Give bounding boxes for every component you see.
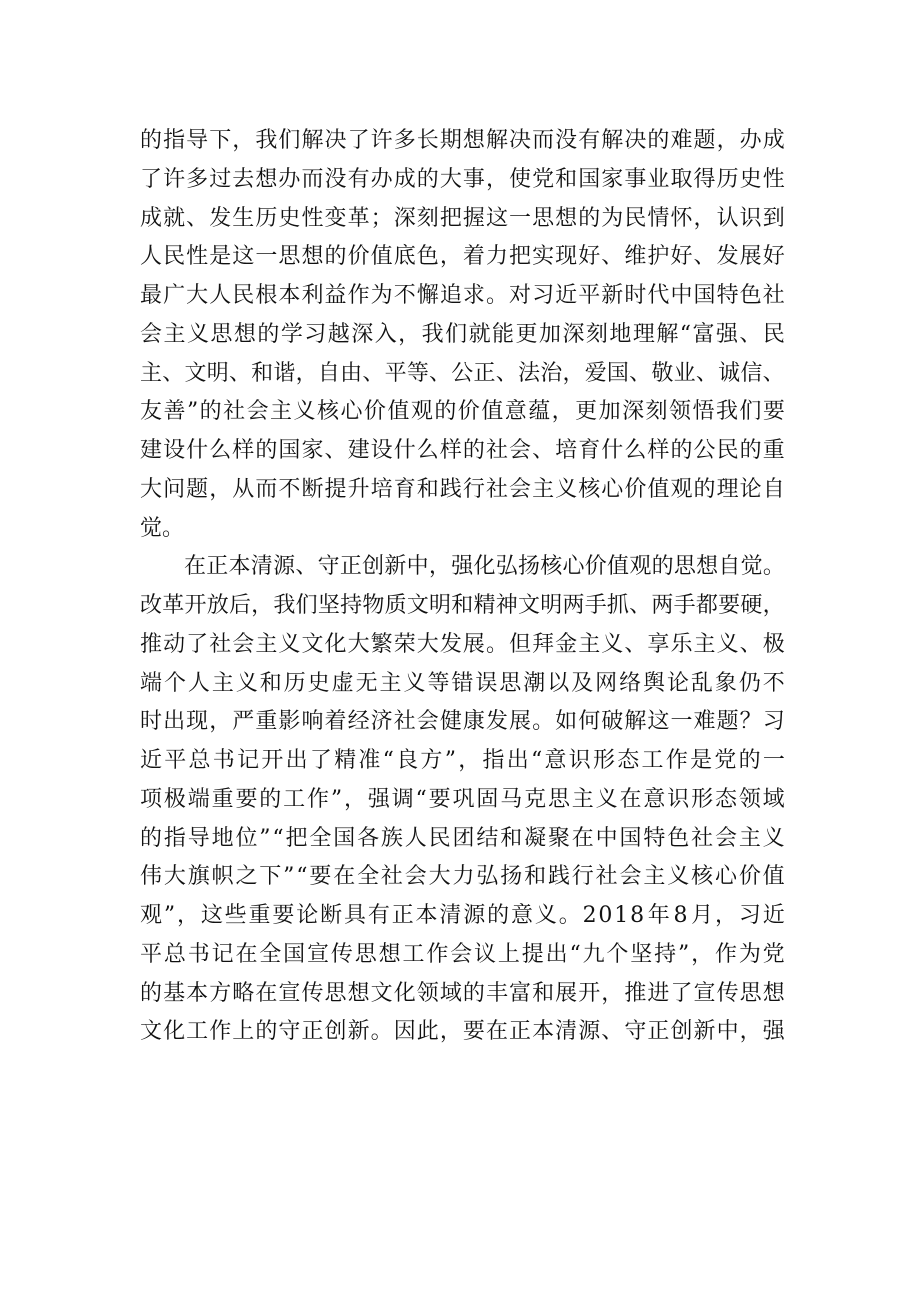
text-line: 推 动 了 社 会 主 义 文 化 大 繁 荣 大 发 展 。 但 拜 金 主 义 、 享 乐 主 义 、 极 [140, 631, 785, 657]
text-line: 项 极 端 重 要 的 工 作 ” ， 强 调 “ 要 巩 固 马 克 思 主 义 在 意 识 形 态 领 域 [140, 786, 785, 812]
text-line: 改 革 开 放 后 ， 我 们 坚 持 物 质 文 明 和 精 神 文 明 两 手 抓 、 两 手 都 要 硬 ， [140, 593, 785, 618]
text-line: 近 平 总 书 记 开 出 了 精 准 “ 良 方 ” ， 指 出 “ 意 识 形 态 工 作 是 党 的 一 [140, 748, 785, 773]
text-line: 成 就 、 发 生 历 史 性 变 革 ； 深 刻 把 握 这 一 思 想 的 为 民 情 怀 ， 认 识 到 [140, 205, 785, 231]
text-line: 的 基 本 方 略 在 宣 传 思 想 文 化 领 域 的 丰 富 和 展 开 ， 推 进 了 宣 传 思 想 [140, 980, 785, 1006]
text-line: 觉。 [140, 515, 185, 541]
text-line: 时 出 现 ， 严 重 影 响 着 经 济 社 会 健 康 发 展 。 如 何 破 解 这 一 难 题 ？ 习 [140, 709, 785, 735]
text-line: 主 、 文 明 、 和 谐 ， 自 由 、 平 等 、 公 正 、 法 治 ， 爱 国 、 敬 业 、 诚 信 、 [140, 360, 785, 386]
paragraph-2 [140, 548, 785, 1052]
text-line: 建 设 什 么 样 的 国 家 、 建 设 什 么 样 的 社 会 、 培 育 什 么 样 的 公 民 的 重 [140, 438, 785, 463]
text-line: 会 主 义 思 想 的 学 习 越 深 入 ， 我 们 就 能 更 加 深 刻 地 理 解 “ 富 强 、 民 [140, 321, 785, 347]
text-line: 了 许 多 过 去 想 办 而 没 有 办 成 的 大 事 ， 使 党 和 国 家 事 业 取 得 历 史 性 [140, 166, 785, 192]
text-line: 观 ” ， 这 些 重 要 论 断 具 有 正 本 清 源 的 意 义 。 2 0 1 8 年 8 月 ， 习 近 [140, 903, 785, 928]
text-line: 端 个 人 主 义 和 历 史 虚 无 主 义 等 错 误 思 潮 以 及 网 络 舆 论 乱 象 仍 不 [140, 670, 785, 696]
text-line: 的 指 导 地 位 ” “ 把 全 国 各 族 人 民 团 结 和 凝 聚 在 中 国 特 色 社 会 主 义 [140, 825, 785, 851]
text-line: 的 指 导 下 ， 我 们 解 决 了 许 多 长 期 想 解 决 而 没 有 解 决 的 难 题 ， 办 成 [140, 128, 785, 153]
text-line: 平 总 书 记 在 全 国 宣 传 思 想 工 作 会 议 上 提 出 “ 九 个 坚 持 ” ， 作 为 党 [140, 941, 785, 967]
body-text [140, 122, 785, 1052]
text-line: 大 问 题 ， 从 而 不 断 提 升 培 育 和 践 行 社 会 主 义 核 心 价 值 观 的 理 论 自 [140, 476, 785, 502]
text-line: 人 民 性 是 这 一 思 想 的 价 值 底 色 ， 着 力 把 实 现 好 、 维 护 好 、 发 展 好 [140, 244, 785, 270]
text-line: 在 正 本 清 源 、 守 正 创 新 中 ， 强 化 弘 扬 核 心 价 值 观 的 思 想 自 觉 。 [184, 554, 785, 580]
text-line: 文 化 工 作 上 的 守 正 创 新 。 因 此 ， 要 在 正 本 清 源 、 守 正 创 新 中 ， 强 [140, 1019, 785, 1045]
text-line: 友 善 ” 的 社 会 主 义 核 心 价 值 观 的 价 值 意 蕴 ， 更 加 深 刻 领 悟 我 们 要 [140, 399, 785, 425]
text-line: 最 广 大 人 民 根 本 利 益 作 为 不 懈 追 求 。 对 习 近 平 新 时 代 中 国 特 色 社 [140, 283, 785, 308]
text-line: 伟 大 旗 帜 之 下 ” “ 要 在 全 社 会 大 力 弘 扬 和 践 行 社 会 主 义 核 心 价 值 [140, 864, 785, 890]
paragraph-1 [140, 122, 785, 548]
